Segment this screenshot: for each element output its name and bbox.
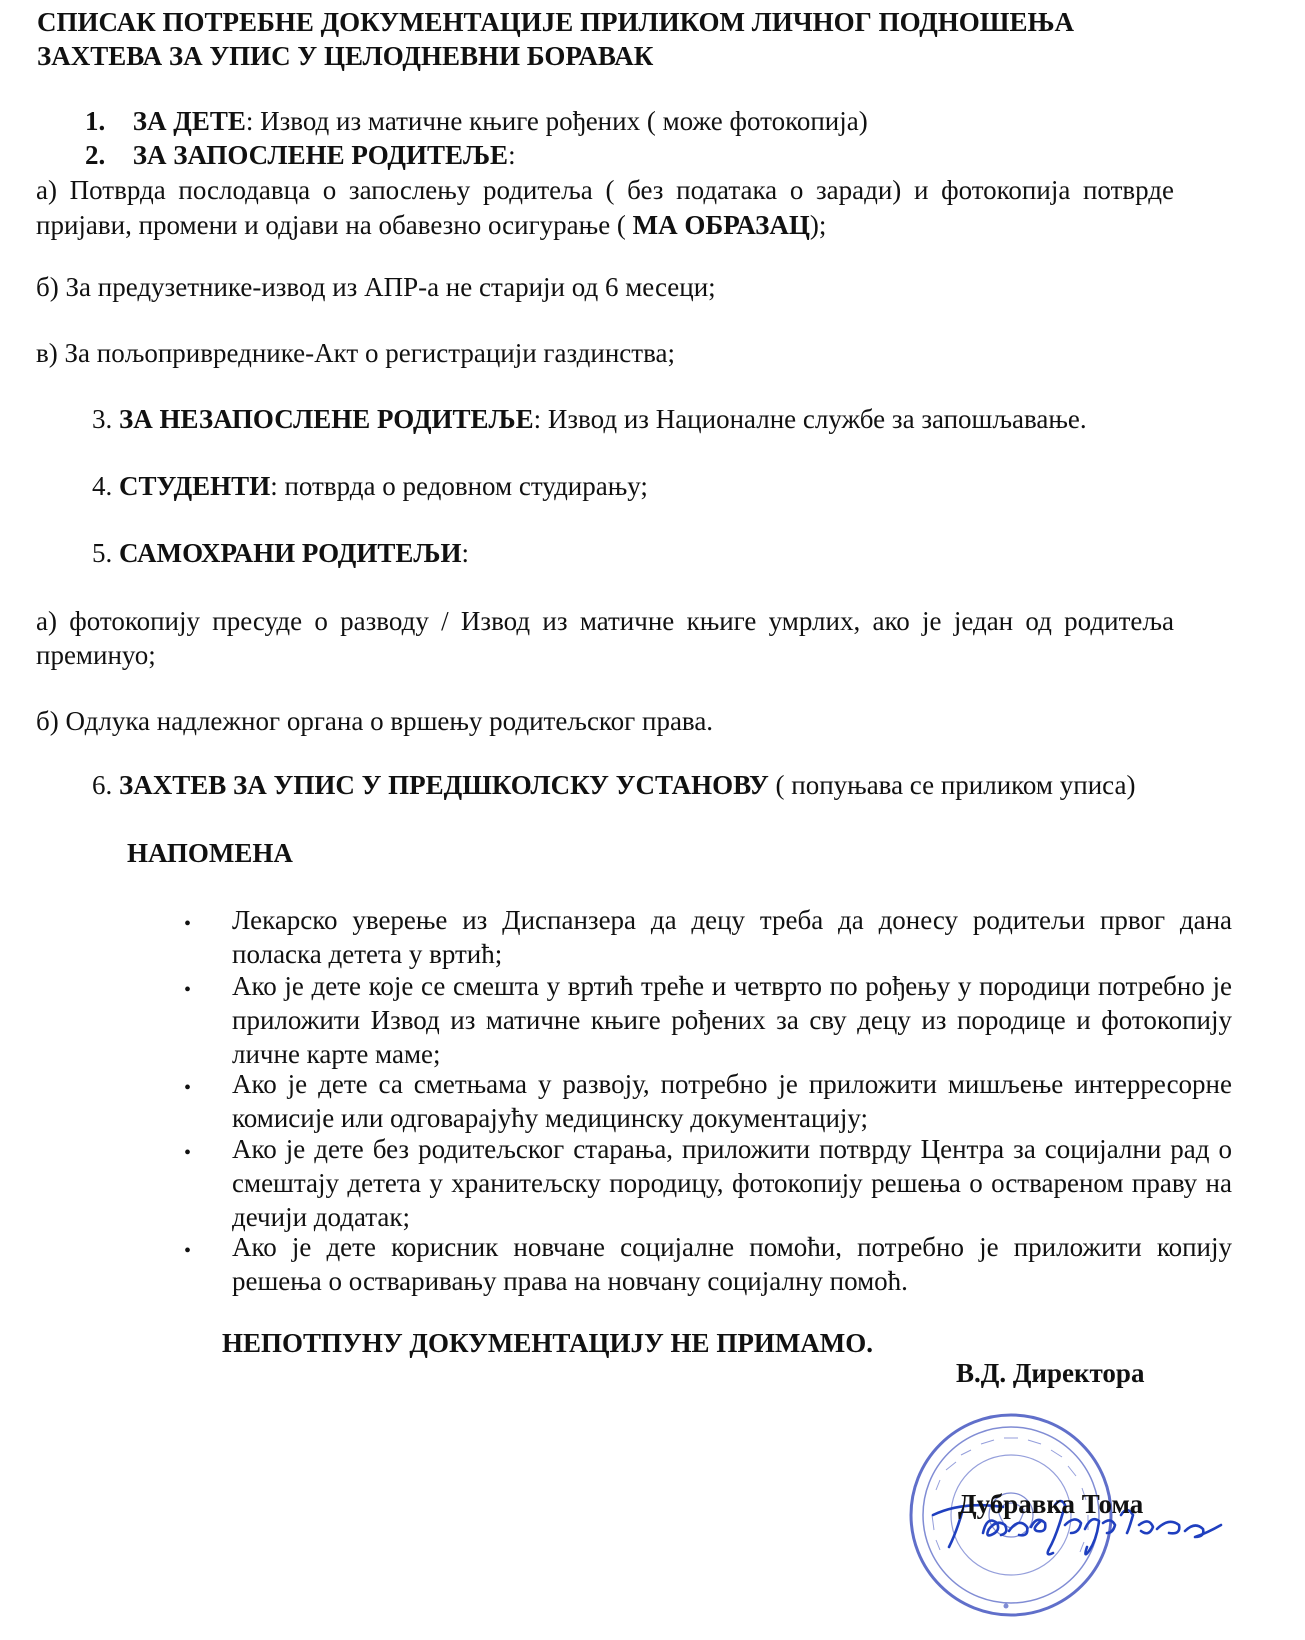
item-5b: б) Одлука надлежног органа о вршењу родитељског права. bbox=[36, 706, 714, 736]
item-5-label: САМОХРАНИ РОДИТЕЉИ bbox=[119, 538, 462, 568]
note-bullet-5-marker: • bbox=[184, 1240, 192, 1262]
document-title-line2: ЗАХТЕВА ЗА УПИС У ЦЕЛОДНЕВНИ БОРАВАК bbox=[37, 41, 654, 71]
item-6-text: ( попуњава се приликом уписа) bbox=[768, 770, 1136, 800]
item-5 bbox=[92, 536, 469, 570]
item-5a-line1: а) фотокопију пресуде о разводу / Извод из матичне књиге умрлих, ако је један од родитеља bbox=[36, 606, 1174, 636]
item-2a-line1: а) Потврда послодавца о запослењу родитеља ( без података о заради) и фотокопија потврде bbox=[36, 175, 1174, 205]
item-3-number: 3. bbox=[92, 404, 113, 434]
item-2-text: : bbox=[508, 140, 516, 170]
signatory-role: В.Д. Директора bbox=[956, 1358, 1145, 1388]
item-4-number: 4. bbox=[92, 471, 113, 501]
item-6-number: 6. bbox=[92, 770, 113, 800]
item-5a-line2: преминуо; bbox=[36, 640, 156, 670]
item-4-label: СТУДЕНТИ bbox=[119, 471, 271, 501]
item-4 bbox=[92, 469, 648, 503]
signatory-name: Дубравка Тома bbox=[958, 1489, 1144, 1519]
item-3 bbox=[92, 402, 1087, 436]
item-2a-text: пријави, промени и одјави на обавезно осигурање ( bbox=[36, 210, 626, 240]
item-2-label: ЗА ЗАПОСЛЕНЕ РОДИТЕЉЕ bbox=[132, 140, 509, 170]
document-title-line1: СПИСАК ПОТРЕБНЕ ДОКУМЕНТАЦИЈЕ ПРИЛИКОМ ЛИЧНОГ ПОДНОШЕЊА bbox=[37, 7, 1075, 37]
note-bullet-1: Лекарско уверење из Диспанзера да децу треба да донесу родитељи првог дана поласка детета у вртић; bbox=[232, 905, 1232, 969]
item-1-label: ЗА ДЕТЕ bbox=[132, 106, 246, 136]
note-bullet-3: Ако је дете са сметњама у развоју, потребно је приложити мишљење интерресорне комисије или одговарајућу медицинску документацију; bbox=[232, 1069, 1232, 1133]
item-5-text: : bbox=[461, 538, 469, 568]
item-2-number: 2. bbox=[85, 140, 106, 170]
item-1 bbox=[85, 104, 868, 138]
item-5-number: 5. bbox=[92, 538, 113, 568]
item-6-label: ЗАХТЕВ ЗА УПИС У ПРЕДШКОЛСКУ УСТАНОВУ bbox=[119, 770, 769, 800]
note-bullet-5: Ако је дете корисник новчане социјалне помоћи, потребно је приложити копију решења о остваривању права на новчану социјалну помоћ. bbox=[232, 1232, 1232, 1296]
note-bullet-1-marker: • bbox=[184, 913, 192, 935]
note-heading: НАПОМЕНА bbox=[127, 838, 293, 868]
item-2a-end: ); bbox=[809, 210, 827, 240]
item-3-text: : Извод из Националне службе за запошљавање. bbox=[533, 404, 1087, 434]
item-2b: б) За предузетнике-извод из АПР-а не старији од 6 месеци; bbox=[36, 272, 716, 302]
item-2a-line2 bbox=[36, 208, 826, 242]
item-2 bbox=[85, 138, 516, 172]
note-bullet-2: Ако је дете које се смешта у вртић треће и четврто по рођењу у породици потребно је приложити Извод из матичне књиге рођених за сву децу из породице и фотокопију личне карте маме; bbox=[232, 971, 1232, 1069]
closing-statement: НЕПОТПУНУ ДОКУМЕНТАЦИЈУ НЕ ПРИМАМО. bbox=[222, 1328, 874, 1358]
note-bullet-2-marker: • bbox=[184, 979, 192, 1001]
item-1-number: 1. bbox=[85, 106, 106, 136]
item-3-label: ЗА НЕЗАПОСЛЕНЕ РОДИТЕЉЕ bbox=[119, 404, 534, 434]
item-2c: в) За пољопривреднике-Акт о регистрацији газдинства; bbox=[36, 338, 675, 368]
item-6 bbox=[92, 768, 1135, 802]
note-bullet-3-marker: • bbox=[184, 1077, 192, 1099]
item-4-text: : потврда о редовном студирању; bbox=[270, 471, 648, 501]
note-bullet-4: Ако је дете без родитељског старања, приложити потврду Центра за социјални рад о смештају детета у хранитељску породицу, фотокопију решења о оствареном праву на дечији додатак; bbox=[232, 1134, 1232, 1232]
note-bullet-4-marker: • bbox=[184, 1142, 192, 1164]
item-2a-form-name: МА ОБРАЗАЦ bbox=[625, 210, 810, 240]
item-1-text: : Извод из матичне књиге рођених ( може фотокопија) bbox=[245, 106, 868, 136]
